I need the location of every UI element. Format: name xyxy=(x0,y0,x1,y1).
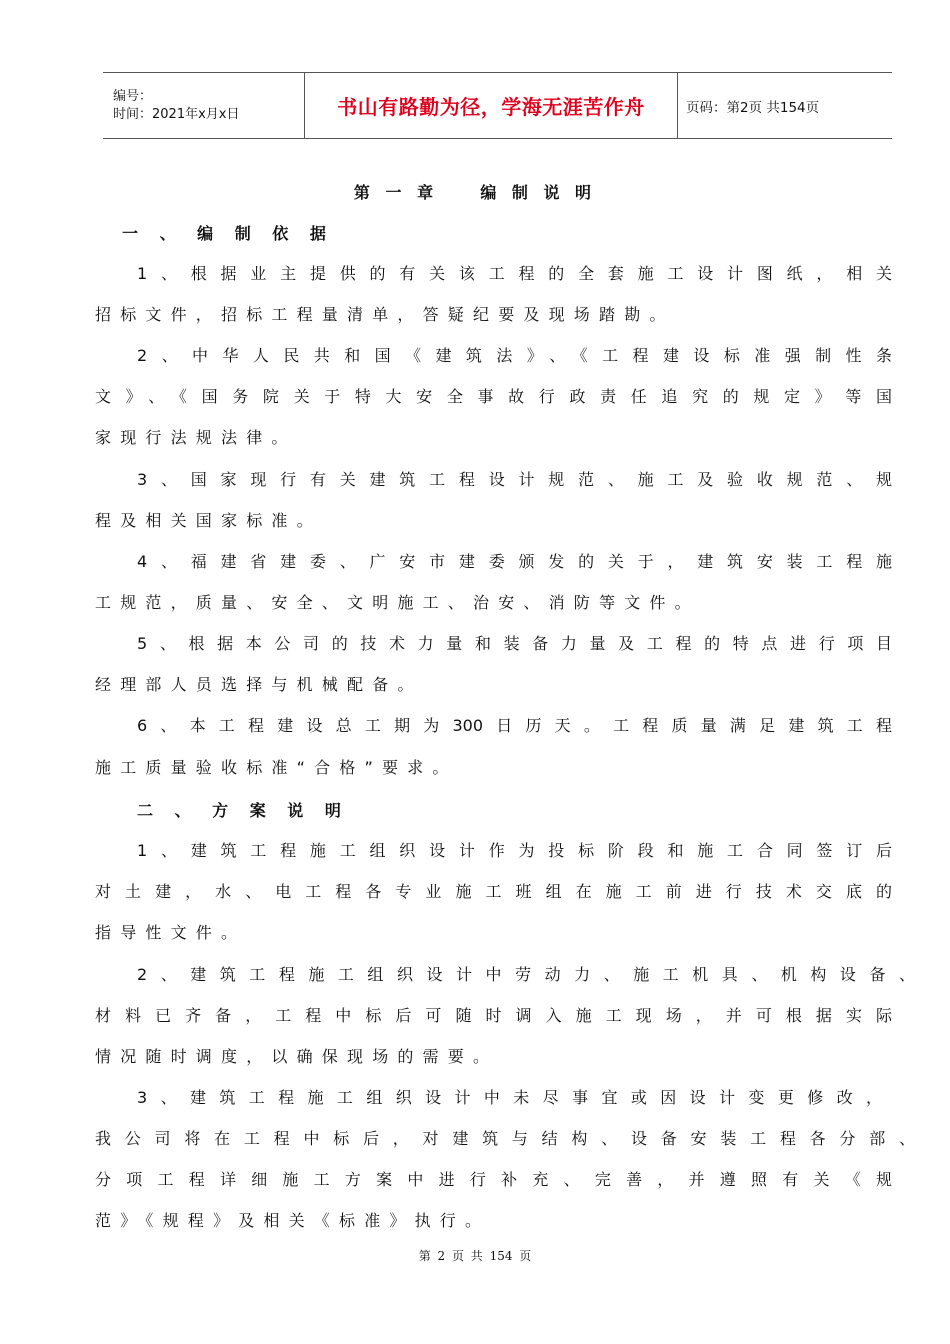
paragraph-line: 1、根据业主提供的有关该工程的全套施工设计图纸，相关 xyxy=(137,264,892,283)
paragraph-line: 3、建筑工程施工组织设计中未尽事宜或因设计变更修改， xyxy=(137,1088,882,1107)
paragraph-line: 文》、《国务院关于特大安全事故行政责任追究的规定》等国 xyxy=(95,387,892,406)
paragraph-line: 招标文件，招标工程量清单，答疑纪要及现场踏勘。 xyxy=(95,305,675,324)
paragraph-line: 1、建筑工程施工组织设计作为投标阶段和施工合同签订后 xyxy=(137,841,892,860)
page-number-label: 页码：第2页 共154页 xyxy=(686,99,820,116)
header-motto: 书山有路勤为径，学海无涯苦作舟 xyxy=(337,95,645,119)
page-footer: 第 2 页 共 154 页 xyxy=(418,1249,532,1263)
paragraph-line: 5、根据本公司的技术力量和装备力量及工程的特点进行项目 xyxy=(137,634,892,653)
paragraph-line: 3、国家现行有关建筑工程设计规范、施工及验收规范、规 xyxy=(137,470,892,489)
document-number-label: 编号： xyxy=(113,88,153,104)
paragraph-line: 程及相关国家标准。 xyxy=(95,511,322,530)
header-right-cell xyxy=(678,73,892,138)
paragraph-line: 2、建筑工程施工组织设计中劳动力、施工机具、机构设备、 xyxy=(137,965,915,984)
paragraph-line: 情况随时调度，以确保现场的需要。 xyxy=(95,1047,499,1066)
paragraph-line: 6、本工程建设总工期为300日历天。工程质量满足建筑工程 xyxy=(137,716,892,735)
paragraph-line: 分项工程详细施工方案中进行补充、完善，并遵照有关《规 xyxy=(95,1170,892,1189)
paragraph-line: 4、福建省建委、广安市建委颁发的关于，建筑安装工程施 xyxy=(137,552,892,571)
paragraph-line: 对土建，水、电工程各专业施工班组在施工前进行技术交底的 xyxy=(95,882,892,901)
paragraph-line: 范》《规程》及相关《标准》执行。 xyxy=(95,1211,491,1230)
paragraph-line: 经理部人员选择与机械配备。 xyxy=(95,675,423,694)
header-motto-cell xyxy=(304,73,678,138)
paragraph-line: 施工质量验收标准“合格”要求。 xyxy=(95,758,458,777)
paragraph-line: 指导性文件。 xyxy=(95,923,247,942)
paragraph-line: 2、中华人民共和国《建筑法》、《工程建设标准强制性条 xyxy=(137,346,892,365)
paragraph-line: 家现行法规法律。 xyxy=(95,428,297,447)
paragraph-line: 工规范，质量、安全、文明施工、治安、消防等文件。 xyxy=(95,593,700,612)
page-header xyxy=(103,72,892,139)
section-title-plan: 二 、 方 案 说 明 xyxy=(137,801,349,820)
header-left-cell xyxy=(103,73,304,138)
chapter-title: 第 一 章 编 制 说 明 xyxy=(353,183,597,202)
paragraph-line: 材料已齐备，工程中标后可随时调入施工现场，并可根据实际 xyxy=(95,1006,892,1025)
section-title-basis: 一 、 编 制 依 据 xyxy=(122,224,334,243)
paragraph-line: 我公司将在工程中标后，对建筑与结构、设备安装工程各分部、 xyxy=(95,1129,915,1148)
document-date-label: 时间：2021年x月x日 xyxy=(113,106,240,122)
